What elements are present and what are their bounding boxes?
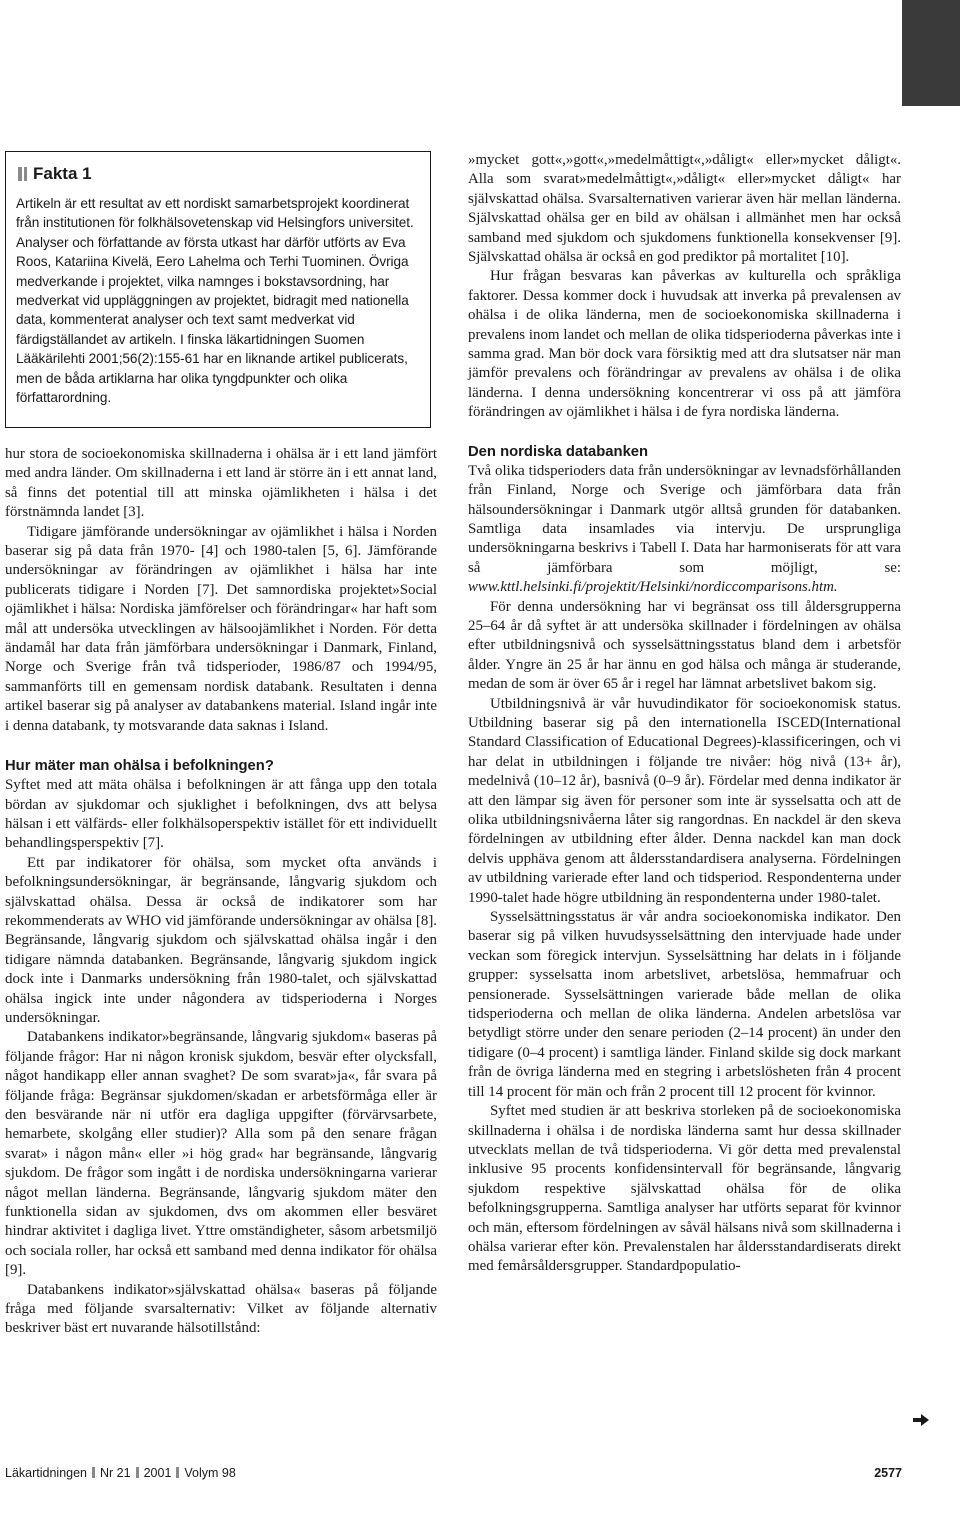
section-heading: Den nordiska databanken <box>468 443 649 460</box>
left-column <box>5 445 437 1339</box>
paragraph: Tidigare jämförande undersökningar av ojämlikhet i hälsa i Norden baserar sig på data från 1970- [4] och 1980-talen [5, 6]. Jämförande undersökningar av förändringen av ojämlikhet i hälsa har inte publicerats tidigare i Norden [7]. Det samnordiska projektet»Social ojämlikhet i hälsa: Nordiska jämförelser och förändringar« har haft som mål att undersöka utvecklingen av hälsoojämlikhet i Norden. För detta ändamål har data från jämförbara undersökningar i Danmark, Finland, Norge och Sverige från två tidsperioder, 1986/87 och 1994/95, sammanförts till en gemensam nordisk databank. Resultaten i denna artikel baserar sig på analyser av databankens material. Island ingår inte i denna databank, ty motsvarande data saknas i Island. <box>5 523 437 734</box>
paragraph: hur stora de socioekonomiska skillnaderna i ohälsa är i ett land jämfört med andra länder. Om skillnaderna i ett land är större än i ett annat land, så finns det potential till att minska ojämlikheten i hälsa i det förstnämnda landet [3]. <box>5 446 437 521</box>
paragraph-text: Två olika tidsperioders data från undersökningar av levnadsförhållanden från Finland, Norge och Sverige och jämförbara data från hälsoundersökningar i Danmark utgör alltså grunden för databanken. Samtliga data insamlades via intervju. De ursprungliga undersökningarna beskrivs i Tabell I. Data har harmoniserats för att vara så jämförbara som möjligt, se: <box>468 462 901 576</box>
journal-name: Läkartidningen <box>5 1466 88 1480</box>
paragraph: För denna undersökning har vi begränsat oss till åldersgrupperna 25–64 år då syftet är att undersöka skillnader i fördelningen av ohälsa efter utbildningsnivå och sysselsättningsstatus bland dem i arbetsför ålder. Yngre än 25 år har ännu en god hälsa och många är studerande, medan de som är över 65 år i regel har lämnat arbetslivet bakom sig. <box>468 598 901 693</box>
paragraph: Databankens indikator»självskattad ohälsa« baseras på följande fråga med följande svarsalternativ: Vilket av följande alternativ beskriver bäst ert nuvarande hälsotillstånd: <box>5 1281 437 1337</box>
bars-icon <box>18 167 27 181</box>
paragraph: Hur frågan besvaras kan påverkas av kulturella och språkliga faktorer. Dessa kommer dock i huvudsak att inverka på prevalensen av ohälsa i de olika länderna, men de socioekonomiska skillnaderna i prevalens inom landet och mellan de olika tidsperioderna påverkas inte i samma grad. Man bör dock vara försiktig med att dra slutsatser när man jämför prevalens och förändringar av prevalens av ohälsa i de olika länderna. I denna undersökning koncentrerar vi oss på att jämföra förändringen av ojämlikhet i hälsa i de fyra nordiska länderna. <box>468 268 901 421</box>
page-footer <box>5 1466 902 1480</box>
fakta-body: Artikeln är ett resultat av ett nordiskt samarbetsprojekt koordinerat från institutionen för folkhälsovetenskap vid Helsingfors universitet. Analyser och författande av första utkast har därför utförts av Eva Roos, Katariina Kivelä, Eero Lahelma och Terhi Tuominen. Övriga medverkande i projektet, vilka namnges i bokstavsordning, har medverkat vid uppläggningen av projektet, bidragit med nationella data, kommenterat analyser och text samt medverkat vid färdigställandet av artikeln. I finska läkartidningen Suomen Lääkärilehti 2001;56(2):155-61 har en liknande artikel publicerats, men de båda artiklarna har olika tyngdpunkter och olika författarordning. <box>16 196 414 406</box>
paragraph: Ett par indikatorer för ohälsa, som mycket ofta används i befolkningsundersökningar, är begränsande, långvarig sjukdom och självskattad ohälsa. Dessa är också de indikatorer som har rekommenderats av WHO vid jämförande undersökningar av ohälsa [8]. Begränsande, långvarig sjukdom och självskattad ohälsa ingår i den tidigare nämnda databanken. Begränsande, långvarig sjukdom ingick dock inte i Danmarks undersökning från 1980-talet, och självskattad ohälsa ingick inte under någondera av tidsperioderna i Norges undersökningar. <box>5 854 437 1026</box>
page-number: 2577 <box>874 1466 902 1480</box>
paragraph: Sysselsättningsstatus är vår andra socioekonomiska indikator. Den baserar sig på vilken huvudsysselsättning den intervjuade hade under veckan som föregick intervjun. Sysselsättning har delats in i följande grupper: sysselsatta inom arbetslivet, arbetslösa, hemmafruar och pensionerade. Sysselsättningen varierade både mellan de olika tidsperioderna och mellan de olika länderna. Andelen arbetslösa var betydligt större under den senare perioden (2–14 procent) än under den tidigare (0–4 procent) i samtliga länder. Finland skilde sig dock markant från de övriga länderna med en stegring i arbetslösheten från 4 procent till 14 procent för män och från 2 procent till 12 procent för kvinnor. <box>468 909 901 1100</box>
paragraph: Utbildningsnivå är vår huvudindikator för socioekonomisk status. Utbildning baserar sig på den internationella ISCED(International Standard Classification of Educational Degrees)-klassificeringen, och vi har delat in utbildningen i följande tre nivåer: hög nivå (13+ år), medelnivå (10–12 år), basnivå (0–9 år). Fördelar med denna indikator är att den lämpar sig även för personer som inte är sysselsatta och att de olika utbildningsnivåerna låter sig rangordnas. En nackdel är den skeva fördelningen av utbildning efter ålder. Denna nackdel kan man dock delvis upphäva genom att åldersstandardisera analyserna. Fördelningen av utbildning varierade efter land och tidsperiod. Respondenterna under 1990-talet hade högre utbildning än respondenterna under 1980-talet. <box>468 695 901 906</box>
fakta-title: Fakta 1 <box>33 164 92 183</box>
fakta-header <box>16 164 420 184</box>
paragraph: Syftet med studien är att beskriva storleken på de socioekonomiska skillnaderna i ohälsa i de nordiska länderna samt hur dessa skillnader utvecklats mellan de två tidsperioderna. Vi gör detta med prevalenstal inklusive 95 procents konfidensintervall för begränsande, långvarig sjukdom respektive självskattad ohälsa för de olika befolkningsgrupperna. Samtliga analyser har utförts separat för kvinnor och män, eftersom fördelningen av såväl hälsans nivå som skillnaderna i ohälsa varierar efter kön. Prevalenstalen har åldersstandardiserats direkt med femårsåldersgrupper. Standardpopulatio- <box>468 1103 901 1275</box>
volume: Volym 98 <box>184 1466 236 1480</box>
issue-number: Nr 21 <box>100 1466 131 1480</box>
fakta-box <box>5 151 431 428</box>
paragraph: »mycket gott«,»gott«,»medelmåttigt«,»dåligt« eller»mycket dåligt«. Alla som svarat»medelmåttigt«,»dåligt« eller»mycket dåligt« har självskattad ohälsa. Svarsalternativen varierar även här mellan länderna. Självskattad ohälsa ger en bild av ohälsan i allmänhet men har också samband med sjukdom och sjukdomens funktionella konsekvenser [9]. Självskattad ohälsa är också en god prediktor på mortalitet [10]. <box>468 152 901 266</box>
paragraph: Syftet med att mäta ohälsa i befolkningen är att fånga upp den totala bördan av sjukdomar och sjuklighet i befolkningen, dvs att belysa hälsan i ett välfärds- eller folkhälsoperspektiv istället för ett individuellt behandlingsperspektiv [7]. <box>5 777 437 852</box>
continue-arrow-icon <box>913 1414 929 1426</box>
corner-tab <box>902 0 960 106</box>
separator-bar <box>136 1467 139 1478</box>
url-link[interactable]: www.kttl.helsinki.fi/projektit/Helsinki/nordiccomparisons.htm. <box>468 579 838 596</box>
separator-bar <box>92 1467 95 1478</box>
right-column <box>468 151 901 1277</box>
paragraph: Databankens indikator»begränsande, långvarig sjukdom« baseras på följande frågor: Har ni någon kronisk sjukdom, besvär efter olycksfall, något handikapp eller annan svaghet? De som svarat»ja«, får svara på följande fråga: Begränsar sjukdomen/skadan er arbetsförmåga eller är den besvärande när ni utför era dagliga uppgifter (förvärvsarbete, hemarbete, skolgång eller studier)? Alla som på den senare frågan svarat» i någon mån« eller »i hög grad« har begränsande, långvarig sjukdom. De frågor som ingått i de nordiska undersökningarna varierar något mellan länderna. Begränsande, långvarig sjukdom mäter den funktionella sidan av sjukdomen, dvs om akommen eller besväret hindrar aktivitet i dagliga livet. Yttre omständigheter, såsom arbetsmiljö och sociala roller, har också ett samband med denna indikator för ohälsa [9]. <box>5 1029 437 1279</box>
paragraph <box>468 462 901 598</box>
section-heading: Hur mäter man ohälsa i befolkningen? <box>5 758 274 775</box>
separator-bar <box>176 1467 179 1478</box>
year: 2001 <box>143 1466 172 1480</box>
footer-meta <box>5 1466 236 1480</box>
